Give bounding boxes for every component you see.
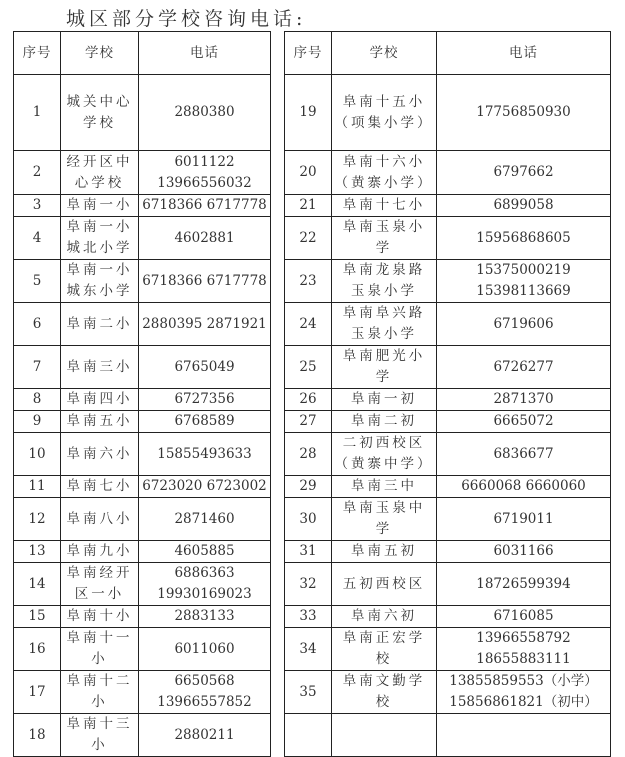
column-gap	[271, 563, 285, 606]
phone-number: 6716085	[437, 606, 611, 628]
school-name: 阜南三小	[61, 346, 139, 389]
table-row	[14, 195, 611, 217]
phone-number: 2880395 2871921	[139, 303, 271, 346]
school-name: 阜南九小	[61, 541, 139, 563]
row-number: 18	[14, 714, 61, 757]
school-name: 阜南十五小 （项集小学）	[332, 75, 437, 151]
row-number: 8	[14, 389, 61, 411]
school-name: 二初西校区 （黄寨中学）	[332, 433, 437, 476]
school-name: 阜南阜兴路 玉泉小学	[332, 303, 437, 346]
header-phone: 电话	[139, 32, 271, 75]
table-row	[14, 217, 611, 260]
table-row	[14, 303, 611, 346]
phone-number: 6031166	[437, 541, 611, 563]
school-name: 阜南二小	[61, 303, 139, 346]
phone-number: 4602881	[139, 217, 271, 260]
school-name: 五初西校区	[332, 563, 437, 606]
row-number: 15	[14, 606, 61, 628]
row-number: 20	[285, 151, 332, 195]
school-name: 阜南六初	[332, 606, 437, 628]
column-gap	[271, 195, 285, 217]
school-name: 阜南一小	[61, 195, 139, 217]
row-number: 35	[285, 671, 332, 714]
column-gap	[271, 476, 285, 498]
school-name: 阜南三中	[332, 476, 437, 498]
school-name: 阜南龙泉路 玉泉小学	[332, 260, 437, 303]
phone-number: 6660068 6660060	[437, 476, 611, 498]
phone-number: 6886363 19930169023	[139, 563, 271, 606]
phone-number: 13966558792 18655883111	[437, 628, 611, 671]
school-name: 阜南十三 小	[61, 714, 139, 757]
row-number: 34	[285, 628, 332, 671]
header-no: 序号	[285, 32, 332, 75]
phone-number: 6723020 6723002	[139, 476, 271, 498]
school-name: 阜南文勤学 校	[332, 671, 437, 714]
row-number: 21	[285, 195, 332, 217]
school-name: 阜南十二 小	[61, 671, 139, 714]
phone-number: 6797662	[437, 151, 611, 195]
column-gap	[271, 498, 285, 541]
school-name: 阜南正宏学 校	[332, 628, 437, 671]
phone-number: 6719011	[437, 498, 611, 541]
row-number: 27	[285, 411, 332, 433]
table-row	[14, 498, 611, 541]
header-phone: 电话	[437, 32, 611, 75]
phone-number	[437, 714, 611, 757]
row-number: 16	[14, 628, 61, 671]
row-number: 29	[285, 476, 332, 498]
phone-number: 2880211	[139, 714, 271, 757]
phone-number: 6727356	[139, 389, 271, 411]
phone-number: 6726277	[437, 346, 611, 389]
row-number	[285, 714, 332, 757]
row-number: 14	[14, 563, 61, 606]
row-number: 13	[14, 541, 61, 563]
row-number: 30	[285, 498, 332, 541]
row-number: 9	[14, 411, 61, 433]
column-gap	[271, 303, 285, 346]
header-row	[14, 32, 611, 75]
phone-number: 13855859553（小学） 15856861821（初中）	[437, 671, 611, 714]
table-row	[14, 671, 611, 714]
column-gap	[271, 671, 285, 714]
school-name: 阜南肥光小 学	[332, 346, 437, 389]
phone-number: 6718366 6717778	[139, 260, 271, 303]
school-name: 阜南十一 小	[61, 628, 139, 671]
school-name: 阜南五初	[332, 541, 437, 563]
row-number: 2	[14, 151, 61, 195]
column-gap	[271, 346, 285, 389]
phone-number: 15956868605	[437, 217, 611, 260]
phone-number: 17756850930	[437, 75, 611, 151]
school-name: 阜南七小	[61, 476, 139, 498]
column-gap	[271, 260, 285, 303]
row-number: 12	[14, 498, 61, 541]
school-name: 阜南六小	[61, 433, 139, 476]
school-name: 城关中心 学校	[61, 75, 139, 151]
table-row	[14, 346, 611, 389]
school-name: 阜南玉泉小 学	[332, 217, 437, 260]
school-name: 阜南玉泉中 学	[332, 498, 437, 541]
table-row	[14, 541, 611, 563]
column-gap	[271, 151, 285, 195]
row-number: 24	[285, 303, 332, 346]
school-phone-table	[13, 31, 611, 757]
row-number: 25	[285, 346, 332, 389]
row-number: 23	[285, 260, 332, 303]
school-name	[332, 714, 437, 757]
table-row	[14, 606, 611, 628]
column-gap	[271, 411, 285, 433]
table-row	[14, 563, 611, 606]
phone-number: 6718366 6717778	[139, 195, 271, 217]
phone-number: 2871460	[139, 498, 271, 541]
school-name: 阜南四小	[61, 389, 139, 411]
document-title: 城区部分学校咨询电话:	[66, 8, 307, 30]
phone-number: 6011060	[139, 628, 271, 671]
row-number: 3	[14, 195, 61, 217]
school-name: 阜南经开 区一小	[61, 563, 139, 606]
school-name: 阜南十七小	[332, 195, 437, 217]
row-number: 26	[285, 389, 332, 411]
phone-number: 6650568 13966557852	[139, 671, 271, 714]
column-gap	[271, 389, 285, 411]
row-number: 28	[285, 433, 332, 476]
row-number: 4	[14, 217, 61, 260]
row-number: 7	[14, 346, 61, 389]
column-gap	[271, 32, 285, 75]
row-number: 11	[14, 476, 61, 498]
school-name: 经开区中 心学校	[61, 151, 139, 195]
phone-number: 6665072	[437, 411, 611, 433]
column-gap	[271, 75, 285, 151]
column-gap	[271, 628, 285, 671]
phone-number: 2871370	[437, 389, 611, 411]
table-row	[14, 151, 611, 195]
row-number: 6	[14, 303, 61, 346]
column-gap	[271, 433, 285, 476]
phone-number: 18726599394	[437, 563, 611, 606]
phone-number: 4605885	[139, 541, 271, 563]
row-number: 31	[285, 541, 332, 563]
phone-number: 6011122 13966556032	[139, 151, 271, 195]
school-name: 阜南十六小 （黄寨小学）	[332, 151, 437, 195]
phone-number: 6719606	[437, 303, 611, 346]
header-school: 学校	[332, 32, 437, 75]
school-name: 阜南十小	[61, 606, 139, 628]
row-number: 10	[14, 433, 61, 476]
row-number: 19	[285, 75, 332, 151]
header-school: 学校	[61, 32, 139, 75]
row-number: 1	[14, 75, 61, 151]
column-gap	[271, 541, 285, 563]
row-number: 33	[285, 606, 332, 628]
school-name: 阜南一小 城北小学	[61, 217, 139, 260]
row-number: 17	[14, 671, 61, 714]
table-row	[14, 389, 611, 411]
phone-number: 6768589	[139, 411, 271, 433]
column-gap	[271, 217, 285, 260]
table-row	[14, 628, 611, 671]
table-row	[14, 75, 611, 151]
table-row	[14, 260, 611, 303]
phone-number: 6836677	[437, 433, 611, 476]
phone-number: 6765049	[139, 346, 271, 389]
table-row	[14, 433, 611, 476]
school-name: 阜南一初	[332, 389, 437, 411]
row-number: 22	[285, 217, 332, 260]
column-gap	[271, 606, 285, 628]
phone-number: 15375000219 15398113669	[437, 260, 611, 303]
phone-number: 6899058	[437, 195, 611, 217]
school-name: 阜南八小	[61, 498, 139, 541]
phone-number: 2883133	[139, 606, 271, 628]
school-name: 阜南一小 城东小学	[61, 260, 139, 303]
column-gap	[271, 714, 285, 757]
header-no: 序号	[14, 32, 61, 75]
row-number: 32	[285, 563, 332, 606]
phone-number: 2880380	[139, 75, 271, 151]
table-row	[14, 476, 611, 498]
table-row	[14, 714, 611, 757]
table-row	[14, 411, 611, 433]
school-name: 阜南五小	[61, 411, 139, 433]
phone-number: 15855493633	[139, 433, 271, 476]
row-number: 5	[14, 260, 61, 303]
school-name: 阜南二初	[332, 411, 437, 433]
